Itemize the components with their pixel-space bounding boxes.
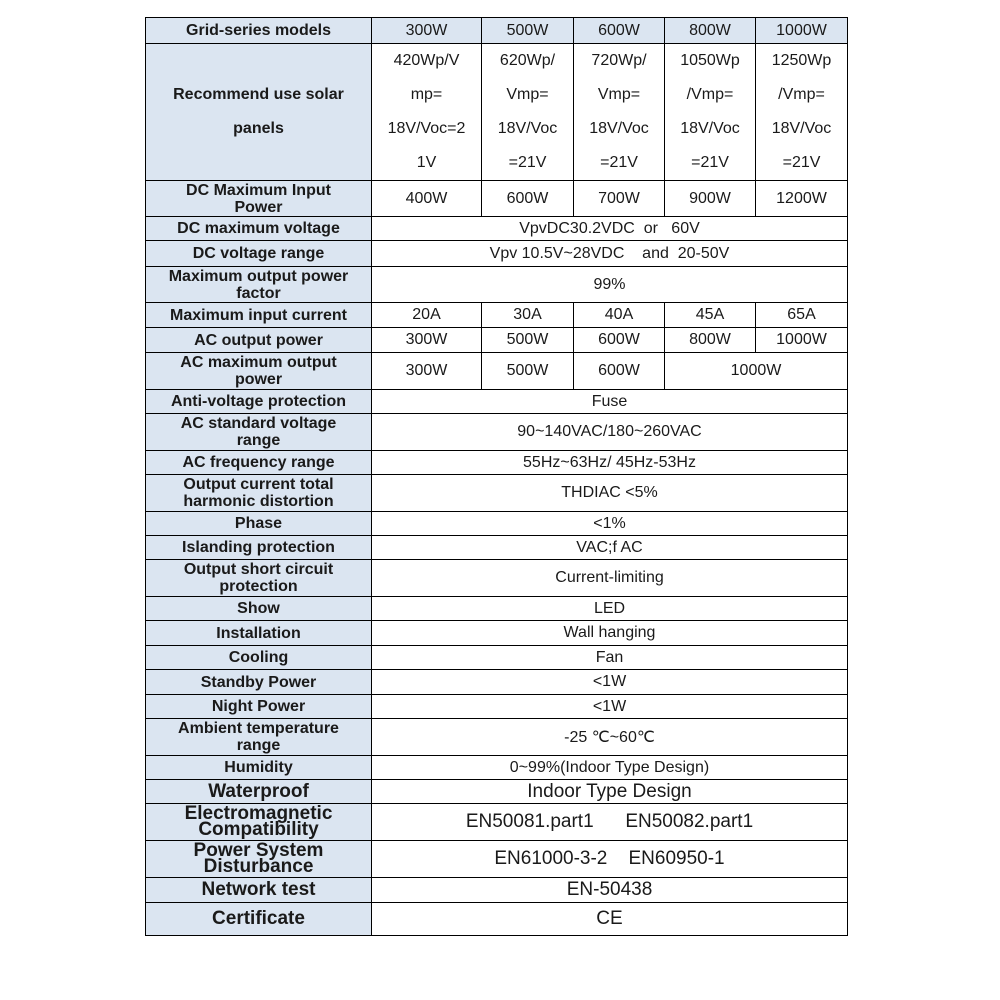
- row-label: [146, 560, 372, 597]
- label-line: Maximum output power: [168, 267, 349, 285]
- value-cell: 1000W: [665, 353, 848, 390]
- value-cell: <1%: [372, 512, 848, 536]
- label-line: Power: [234, 198, 283, 216]
- row-label: [146, 475, 372, 512]
- panel-line: 720Wp/: [591, 52, 647, 69]
- label-line: Output short circuit: [183, 561, 334, 578]
- value-cell: 600W: [482, 181, 574, 217]
- row-label: [146, 181, 372, 217]
- label-line: Recommend use solar: [173, 86, 344, 103]
- row-label: [146, 353, 372, 390]
- panel-cell: [756, 44, 848, 181]
- panel-line: =21V: [691, 154, 729, 171]
- value-cell: THDIAC <5%: [372, 475, 848, 512]
- value-cell: 90~140VAC/180~260VAC: [372, 414, 848, 451]
- table-row: [146, 303, 848, 328]
- table-row: [146, 217, 848, 241]
- row-label: [146, 44, 372, 181]
- value-cell: 30A: [482, 303, 574, 328]
- value-cell: 300W: [372, 328, 482, 353]
- model-300w: 300W: [372, 18, 482, 44]
- value-cell: 500W: [482, 328, 574, 353]
- value-cell: 45A: [665, 303, 756, 328]
- panel-line: Vmp=: [597, 86, 641, 103]
- table-row: [146, 841, 848, 878]
- value-cell: 65A: [756, 303, 848, 328]
- value-cell: EN-50438: [372, 878, 848, 903]
- label-line: factor: [236, 284, 281, 302]
- panel-cell: [665, 44, 756, 181]
- label-line: Disturbance: [203, 856, 314, 877]
- value-cell: -25 ℃~60℃: [372, 719, 848, 756]
- table-row: [146, 18, 848, 44]
- panel-line: =21V: [508, 154, 547, 171]
- panel-line: =21V: [600, 154, 638, 171]
- row-label: Installation: [146, 621, 372, 646]
- row-label: Humidity: [146, 756, 372, 780]
- model-600w: 600W: [574, 18, 665, 44]
- table-row: [146, 241, 848, 267]
- value-cell: LED: [372, 597, 848, 621]
- panel-line: 1250Wp: [771, 52, 832, 69]
- table-row: [146, 646, 848, 670]
- value-cell: 800W: [665, 328, 756, 353]
- value-cell: 600W: [574, 353, 665, 390]
- label-line: protection: [219, 578, 298, 595]
- table-row: [146, 267, 848, 303]
- table-row: [146, 903, 848, 936]
- panel-line: 18V/Voc: [680, 120, 740, 137]
- row-label: Network test: [146, 878, 372, 903]
- row-label: [146, 267, 372, 303]
- label-line: power: [234, 371, 283, 388]
- value-cell: Current-limiting: [372, 560, 848, 597]
- row-label: Waterproof: [146, 780, 372, 804]
- value-cell: EN50081.part1 EN50082.part1: [372, 804, 848, 841]
- row-label: Anti-voltage protection: [146, 390, 372, 414]
- spec-table: [145, 17, 848, 936]
- value-cell: VpvDC30.2VDC or 60V: [372, 217, 848, 241]
- label-line: range: [236, 737, 281, 754]
- row-label: AC frequency range: [146, 451, 372, 475]
- value-cell: Vpv 10.5V~28VDC and 20-50V: [372, 241, 848, 267]
- table-row: [146, 475, 848, 512]
- panel-line: /Vmp=: [686, 86, 734, 103]
- table-row: [146, 621, 848, 646]
- table-row: [146, 695, 848, 719]
- row-label: [146, 841, 372, 878]
- panel-line: 420Wp/V: [393, 52, 460, 69]
- table-row: [146, 328, 848, 353]
- panel-cell: [574, 44, 665, 181]
- panel-line: 18V/Voc: [497, 120, 558, 137]
- value-cell: 40A: [574, 303, 665, 328]
- label-line: Output current total: [183, 476, 334, 493]
- value-cell: CE: [372, 903, 848, 936]
- table-row: [146, 512, 848, 536]
- table-row: [146, 804, 848, 841]
- value-cell: EN61000-3-2 EN60950-1: [372, 841, 848, 878]
- panel-line: 18V/Voc: [589, 120, 649, 137]
- label-line: panels: [233, 120, 284, 137]
- panel-cell: [482, 44, 574, 181]
- value-cell: 20A: [372, 303, 482, 328]
- value-cell: 900W: [665, 181, 756, 217]
- row-label: DC maximum voltage: [146, 217, 372, 241]
- value-cell: 600W: [574, 328, 665, 353]
- label-line: DC Maximum Input: [186, 181, 331, 199]
- value-cell: 700W: [574, 181, 665, 217]
- label-line: harmonic distortion: [183, 493, 334, 510]
- label-line: range: [236, 432, 281, 449]
- row-label: [146, 414, 372, 451]
- label-line: AC maximum output: [180, 354, 337, 371]
- table-row: [146, 44, 848, 181]
- row-label: [146, 719, 372, 756]
- value-cell: 99%: [372, 267, 848, 303]
- row-label: Grid-series models: [146, 18, 372, 44]
- label-line: Electromagnetic: [184, 803, 333, 824]
- panel-line: 18V/Voc=2: [387, 120, 466, 137]
- value-cell: VAC;f AC: [372, 536, 848, 560]
- panel-line: mp=: [410, 86, 443, 103]
- label-line: Compatibility: [198, 819, 319, 840]
- table-row: [146, 597, 848, 621]
- table-row: [146, 878, 848, 903]
- table-row: [146, 756, 848, 780]
- label-line: AC standard voltage: [180, 415, 337, 432]
- table-row: [146, 719, 848, 756]
- panel-line: /Vmp=: [778, 86, 825, 103]
- row-label: AC output power: [146, 328, 372, 353]
- value-cell: Indoor Type Design: [372, 780, 848, 804]
- model-1000w: 1000W: [756, 18, 848, 44]
- value-cell: 500W: [482, 353, 574, 390]
- table-row: [146, 670, 848, 695]
- panel-line: Vmp=: [506, 86, 549, 103]
- value-cell: Wall hanging: [372, 621, 848, 646]
- table-row: [146, 353, 848, 390]
- row-label: [146, 804, 372, 841]
- row-label: DC voltage range: [146, 241, 372, 267]
- panel-cell: [372, 44, 482, 181]
- value-cell: Fan: [372, 646, 848, 670]
- value-cell: 300W: [372, 353, 482, 390]
- value-cell: 1000W: [756, 328, 848, 353]
- row-label: Certificate: [146, 903, 372, 936]
- row-label: Phase: [146, 512, 372, 536]
- row-label: Cooling: [146, 646, 372, 670]
- table-row: [146, 560, 848, 597]
- panel-line: 620Wp/: [499, 52, 556, 69]
- row-label: Show: [146, 597, 372, 621]
- row-label: Islanding protection: [146, 536, 372, 560]
- table-row: [146, 536, 848, 560]
- panel-line: 18V/Voc: [771, 120, 832, 137]
- value-cell: 55Hz~63Hz/ 45Hz-53Hz: [372, 451, 848, 475]
- value-cell: Fuse: [372, 390, 848, 414]
- value-cell: 400W: [372, 181, 482, 217]
- row-label: Night Power: [146, 695, 372, 719]
- value-cell: 1200W: [756, 181, 848, 217]
- value-cell: <1W: [372, 695, 848, 719]
- panel-line: 1050Wp: [680, 52, 740, 69]
- table-row: [146, 780, 848, 804]
- panel-line: =21V: [782, 154, 821, 171]
- value-cell: 0~99%(Indoor Type Design): [372, 756, 848, 780]
- table-row: [146, 390, 848, 414]
- model-800w: 800W: [665, 18, 756, 44]
- table-row: [146, 414, 848, 451]
- row-label: Standby Power: [146, 670, 372, 695]
- label-line: Ambient temperature: [178, 720, 339, 737]
- table-row: [146, 181, 848, 217]
- label-line: Power System: [193, 840, 324, 861]
- row-label: Maximum input current: [146, 303, 372, 328]
- panel-line: 1V: [416, 154, 437, 171]
- model-500w: 500W: [482, 18, 574, 44]
- value-cell: <1W: [372, 670, 848, 695]
- table-row: [146, 451, 848, 475]
